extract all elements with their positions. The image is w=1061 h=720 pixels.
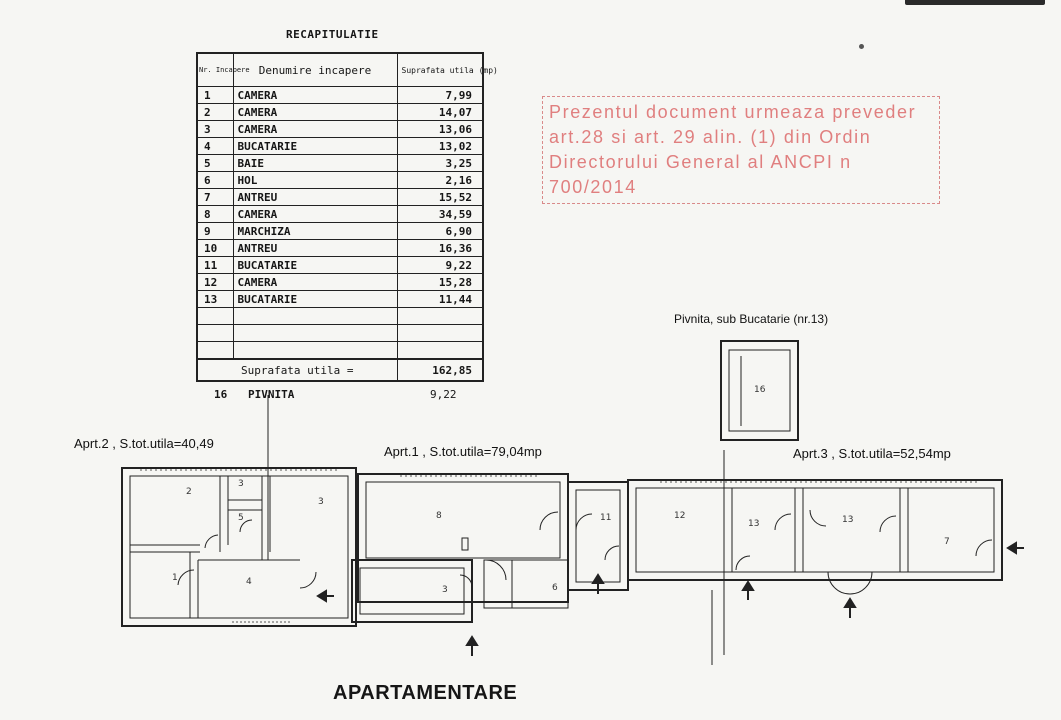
extra-area: 9,22 [430, 388, 457, 401]
stamp-line: art.28 si art. 29 alin. (1) din Ordin [549, 127, 872, 147]
page-heading: APARTAMENTARE [333, 682, 518, 704]
extra-nr: 16 [214, 388, 228, 401]
header-name: Denumire incapere [233, 53, 397, 87]
cell-area: 2,16 [397, 172, 483, 189]
room-number: 12 [674, 511, 686, 521]
room-number: 2 [186, 487, 192, 497]
cell-nr: 1 [197, 87, 233, 104]
cell-area: 15,52 [397, 189, 483, 206]
cell-nr: 11 [197, 257, 233, 274]
arrow-head [1008, 543, 1016, 553]
cell-area: 16,36 [397, 240, 483, 257]
room-number: 1 [172, 573, 178, 583]
cell-nr: 2 [197, 104, 233, 121]
apt1-room-11-inner [576, 490, 620, 582]
stamp-line: Prezentul document urmeaza preveder [549, 102, 917, 122]
door-swing [178, 570, 194, 585]
room-number: 7 [944, 537, 950, 547]
door-swing [828, 572, 850, 594]
door-swing [775, 514, 791, 530]
fixture [462, 538, 468, 550]
cell-area: 34,59 [397, 206, 483, 223]
header-area: Suprafata utila (mp) [397, 53, 483, 87]
door-swing [880, 516, 896, 532]
door-swing [300, 572, 316, 588]
cell-name: CAMERA [233, 87, 397, 104]
cell-nr: 7 [197, 189, 233, 206]
door-swing [460, 575, 472, 587]
apt3-outer-wall [628, 480, 1002, 580]
cell-area: 7,99 [397, 87, 483, 104]
total-value: 162,85 [397, 359, 483, 381]
basement-label: Pivnita, sub Bucatarie (nr.13) [674, 312, 829, 326]
apt1-room-3-inner [360, 568, 464, 614]
cell-name: CAMERA [233, 206, 397, 223]
room-number: 3 [318, 497, 324, 507]
cell-nr: 8 [197, 206, 233, 223]
room-number: 11 [600, 513, 612, 523]
cell-name: CAMERA [233, 274, 397, 291]
cell-name: MARCHIZA [233, 223, 397, 240]
cell-name: ANTREU [233, 240, 397, 257]
arrow-head [593, 575, 603, 583]
cell-name: CAMERA [233, 121, 397, 138]
arrow-head [845, 599, 855, 607]
cell-nr: 10 [197, 240, 233, 257]
room-number: 8 [436, 511, 442, 521]
stamp-line: Directorului General al ANCPI n [549, 152, 852, 172]
apt1-room-3-outer [352, 560, 472, 622]
room-number: 6 [552, 583, 558, 593]
cell-name: CAMERA [233, 104, 397, 121]
cell-name: BUCATARIE [233, 257, 397, 274]
cell-area: 3,25 [397, 155, 483, 172]
cell-nr: 12 [197, 274, 233, 291]
extra-name: PIVNITA [248, 388, 295, 401]
total-label: Suprafata utila = [197, 359, 397, 381]
door-swing [810, 510, 826, 526]
door-swing [850, 572, 872, 594]
cell-area: 13,06 [397, 121, 483, 138]
room-number-labels [172, 385, 950, 595]
cell-nr: 13 [197, 291, 233, 308]
cell-area: 11,44 [397, 291, 483, 308]
apt3-label: Aprt.3 , S.tot.utila=52,54mp [793, 446, 951, 461]
room-number: 13 [842, 515, 854, 525]
cell-area: 15,28 [397, 274, 483, 291]
arrow-head [743, 582, 753, 590]
stamp-line: 700/2014 [549, 177, 637, 197]
cell-area: 13,02 [397, 138, 483, 155]
room-number: 13 [748, 519, 760, 529]
apt2-outer-wall [122, 468, 356, 626]
door-swing [736, 556, 750, 570]
cell-name: BAIE [233, 155, 397, 172]
recap-title: RECAPITULATIE [286, 28, 379, 41]
cell-nr: 9 [197, 223, 233, 240]
door-swing [540, 512, 558, 530]
cell-nr: 6 [197, 172, 233, 189]
room-number: 16 [754, 385, 766, 395]
arrow-head [467, 637, 477, 645]
door-swing [976, 540, 992, 556]
cell-name: BUCATARIE [233, 138, 397, 155]
arrow-head [318, 591, 326, 601]
room-number: 4 [246, 577, 252, 587]
apt1-label: Aprt.1 , S.tot.utila=79,04mp [384, 444, 542, 459]
apt2-inner-wall [130, 476, 348, 618]
room-number: 3 [238, 479, 244, 489]
door-swing [576, 514, 592, 530]
apt1-room-8 [366, 482, 560, 558]
cell-name: HOL [233, 172, 397, 189]
door-swing [486, 560, 506, 580]
room-number: 3 [442, 585, 448, 595]
cell-name: BUCATARIE [233, 291, 397, 308]
cell-nr: 5 [197, 155, 233, 172]
cell-area: 6,90 [397, 223, 483, 240]
apt2-label: Aprt.2 , S.tot.utila=40,49 [74, 436, 214, 451]
cell-area: 9,22 [397, 257, 483, 274]
cell-nr: 3 [197, 121, 233, 138]
cell-name: ANTREU [233, 189, 397, 206]
door-swing [205, 535, 218, 548]
cell-nr: 4 [197, 138, 233, 155]
room-number: 5 [238, 513, 244, 523]
cell-area: 14,07 [397, 104, 483, 121]
apt3-inner-wall [636, 488, 994, 572]
header-nr: Nr. Incapere [197, 53, 233, 87]
door-swing [605, 546, 619, 560]
